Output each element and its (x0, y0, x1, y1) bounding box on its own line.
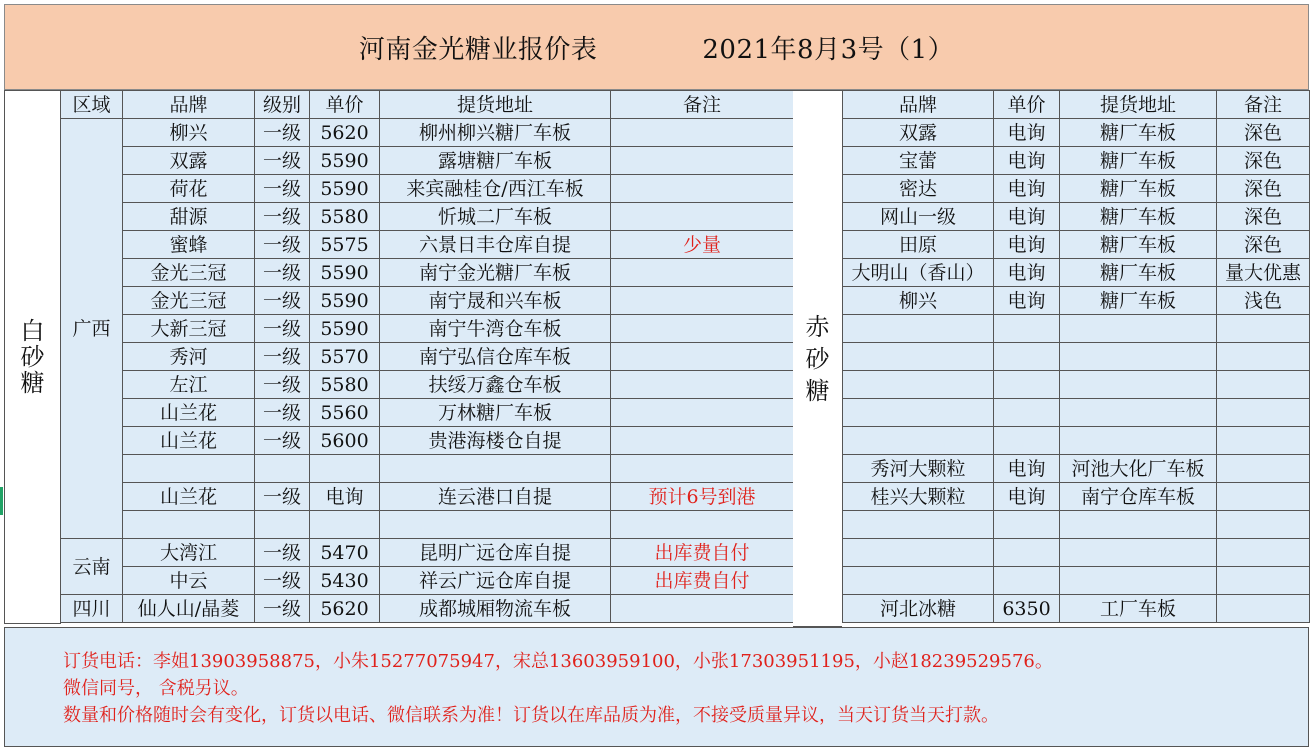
price-cell (994, 567, 1060, 595)
note-cell (611, 343, 794, 371)
brand-cell: 河北冰糖 (843, 595, 994, 623)
header-grade: 级别 (255, 91, 310, 119)
sheet-title-bar (4, 4, 1309, 90)
white-sugar-row (5, 259, 794, 287)
brand-cell: 大湾江 (123, 539, 255, 567)
white-sugar-filler-row (5, 623, 794, 624)
grade-cell: 一级 (255, 287, 310, 315)
address-cell: 连云港口自提 (380, 483, 611, 511)
white-sugar-row (5, 203, 794, 231)
red-sugar-row (843, 147, 1310, 175)
address-cell: 祥云广远仓库自提 (380, 567, 611, 595)
price-cell (310, 455, 380, 483)
note-cell: 深色 (1217, 175, 1310, 203)
white-sugar-category-char: 白 (20, 316, 45, 345)
address-cell: 忻城二厂车板 (380, 203, 611, 231)
price-cell: 5430 (310, 567, 380, 595)
header-price: 单价 (994, 91, 1060, 119)
white-sugar-row (5, 231, 794, 259)
white-sugar-row (5, 511, 794, 539)
address-cell (380, 455, 611, 483)
address-cell: 工厂车板 (1060, 595, 1217, 623)
note-cell (611, 371, 794, 399)
price-cell (994, 399, 1060, 427)
white-sugar-category-char: 砂 (20, 342, 45, 371)
red-sugar-row (843, 567, 1310, 595)
note-cell (1217, 511, 1310, 539)
note-cell (611, 259, 794, 287)
brand-cell: 双露 (123, 147, 255, 175)
white-sugar-row (5, 539, 794, 567)
note-cell (1217, 399, 1310, 427)
red-sugar-row (843, 595, 1310, 623)
brand-cell (843, 371, 994, 399)
address-cell (1060, 371, 1217, 399)
address-cell: 南宁仓库车板 (1060, 483, 1217, 511)
price-cell: 5575 (310, 231, 380, 259)
address-cell: 河池大化厂车板 (1060, 455, 1217, 483)
address-cell: 来宾融桂仓/西江车板 (380, 175, 611, 203)
red-sugar-row (843, 511, 1310, 539)
note-cell (1217, 455, 1310, 483)
price-cell (994, 371, 1060, 399)
grade-cell: 一级 (255, 427, 310, 455)
address-cell (1060, 315, 1217, 343)
brand-cell (843, 567, 994, 595)
note-cell: 深色 (1217, 231, 1310, 259)
price-cell: 电询 (994, 259, 1060, 287)
note-cell (611, 455, 794, 483)
address-cell: 昆明广远仓库自提 (380, 539, 611, 567)
note-cell (1217, 539, 1310, 567)
price-cell: 5590 (310, 287, 380, 315)
price-cell: 5470 (310, 539, 380, 567)
grade-cell: 一级 (255, 539, 310, 567)
price-cell: 5590 (310, 147, 380, 175)
header-note: 备注 (1217, 91, 1310, 119)
red-sugar-category-char: 砂 (805, 344, 830, 373)
price-cell: 电询 (994, 203, 1060, 231)
brand-cell: 柳兴 (123, 119, 255, 147)
note-cell (1217, 371, 1310, 399)
address-cell: 糖厂车板 (1060, 119, 1217, 147)
price-cell: 5580 (310, 371, 380, 399)
address-cell (1060, 567, 1217, 595)
address-cell (1060, 399, 1217, 427)
header-brand: 品牌 (843, 91, 994, 119)
brand-cell: 秀河 (123, 343, 255, 371)
price-cell: 5580 (310, 203, 380, 231)
brand-cell: 秀河大颗粒 (843, 455, 994, 483)
red-sugar-row (843, 231, 1310, 259)
address-cell: 糖厂车板 (1060, 287, 1217, 315)
note-cell: 少量 (611, 231, 794, 259)
sheet-date: 2021年8月3号（1） (702, 34, 955, 65)
grade-cell: 一级 (255, 595, 310, 623)
address-cell: 南宁晟和兴车板 (380, 287, 611, 315)
grade-cell: 一级 (255, 175, 310, 203)
address-cell (380, 511, 611, 539)
white-sugar-row (5, 175, 794, 203)
note-cell: 出库费自付 (611, 567, 794, 595)
note-cell (611, 595, 794, 623)
header-address: 提货地址 (1060, 91, 1217, 119)
empty-cell (380, 623, 611, 624)
brand-cell: 蜜蜂 (123, 231, 255, 259)
price-cell (994, 343, 1060, 371)
price-cell: 5560 (310, 399, 380, 427)
note-cell (1217, 595, 1310, 623)
red-sugar-row (843, 539, 1310, 567)
price-cell: 电询 (994, 175, 1060, 203)
price-cell: 电询 (994, 287, 1060, 315)
brand-cell: 中云 (123, 567, 255, 595)
price-cell: 电询 (994, 119, 1060, 147)
price-cell (310, 511, 380, 539)
brand-cell: 大明山（香山） (843, 259, 994, 287)
grade-cell (255, 511, 310, 539)
white-sugar-row (5, 427, 794, 455)
address-cell: 成都城厢物流车板 (380, 595, 611, 623)
red-sugar-row (843, 343, 1310, 371)
address-cell: 南宁牛湾仓车板 (380, 315, 611, 343)
red-sugar-category-char: 赤 (805, 312, 830, 341)
red-sugar-row (843, 427, 1310, 455)
red-sugar-row (843, 399, 1310, 427)
brand-cell (843, 511, 994, 539)
grade-cell: 一级 (255, 399, 310, 427)
grade-cell: 一级 (255, 203, 310, 231)
brand-cell: 荷花 (123, 175, 255, 203)
price-cell (994, 539, 1060, 567)
grade-cell: 一级 (255, 483, 310, 511)
brand-cell: 山兰花 (123, 399, 255, 427)
address-cell: 糖厂车板 (1060, 175, 1217, 203)
grade-cell: 一级 (255, 371, 310, 399)
red-sugar-category-cell (793, 90, 842, 627)
address-cell (1060, 343, 1217, 371)
empty-cell (61, 623, 123, 624)
header-brand: 品牌 (123, 91, 255, 119)
white-sugar-row (5, 147, 794, 175)
white-sugar-row (5, 315, 794, 343)
white-sugar-header-row (5, 91, 794, 119)
address-cell: 六景日丰仓库自提 (380, 231, 611, 259)
note-cell (1217, 315, 1310, 343)
brand-cell: 金光三冠 (123, 259, 255, 287)
white-sugar-row (5, 455, 794, 483)
note-cell (611, 203, 794, 231)
grade-cell: 一级 (255, 567, 310, 595)
price-cell: 5600 (310, 427, 380, 455)
brand-cell (843, 343, 994, 371)
brand-cell: 密达 (843, 175, 994, 203)
white-sugar-row (5, 343, 794, 371)
white-sugar-table (4, 90, 794, 624)
note-cell (611, 147, 794, 175)
price-cell: 6350 (994, 595, 1060, 623)
brand-cell: 网山一级 (843, 203, 994, 231)
note-cell (611, 315, 794, 343)
price-cell: 5590 (310, 315, 380, 343)
brand-cell: 仙人山/晶菱 (123, 595, 255, 623)
brand-cell: 柳兴 (843, 287, 994, 315)
white-sugar-category-char: 糖 (20, 368, 45, 397)
region-yunnan: 云南 (61, 539, 123, 595)
red-sugar-header-row (843, 91, 1310, 119)
brand-cell (123, 455, 255, 483)
brand-cell: 山兰花 (123, 427, 255, 455)
region-guangxi: 广西 (61, 119, 123, 539)
white-sugar-row (5, 119, 794, 147)
price-cell (994, 427, 1060, 455)
note-cell: 浅色 (1217, 287, 1310, 315)
white-sugar-row (5, 567, 794, 595)
header-region: 区域 (61, 91, 123, 119)
grade-cell (255, 455, 310, 483)
empty-cell (123, 623, 255, 624)
note-cell: 预计6号到港 (611, 483, 794, 511)
white-sugar-row (5, 399, 794, 427)
brand-cell: 田原 (843, 231, 994, 259)
price-cell: 电询 (994, 231, 1060, 259)
brand-cell: 山兰花 (123, 483, 255, 511)
header-address: 提货地址 (380, 91, 611, 119)
price-cell (994, 315, 1060, 343)
address-cell: 南宁金光糖厂车板 (380, 259, 611, 287)
note-cell (611, 287, 794, 315)
empty-cell (611, 623, 794, 624)
note-cell (1217, 567, 1310, 595)
brand-cell (843, 539, 994, 567)
grade-cell: 一级 (255, 259, 310, 287)
header-note: 备注 (611, 91, 794, 119)
disclaimer-note: 数量和价格随时会有变化，订货以电话、微信联系为准！订货以在库品质为准，不接受质量异议，当天订货当天打款。 (63, 705, 999, 726)
grade-cell: 一级 (255, 315, 310, 343)
address-cell: 糖厂车板 (1060, 147, 1217, 175)
region-sichuan: 四川 (61, 595, 123, 623)
note-cell: 出库费自付 (611, 539, 794, 567)
address-cell (1060, 427, 1217, 455)
address-cell: 露塘糖厂车板 (380, 147, 611, 175)
brand-cell (123, 511, 255, 539)
red-sugar-row (843, 483, 1310, 511)
note-cell: 深色 (1217, 147, 1310, 175)
brand-cell: 宝蕾 (843, 147, 994, 175)
empty-cell (255, 623, 310, 624)
red-sugar-row (843, 259, 1310, 287)
white-sugar-row (5, 483, 794, 511)
price-cell: 5590 (310, 175, 380, 203)
brand-cell: 金光三冠 (123, 287, 255, 315)
red-sugar-row (843, 287, 1310, 315)
note-cell (611, 427, 794, 455)
row-selection-marker (0, 487, 3, 515)
brand-cell: 左江 (123, 371, 255, 399)
brand-cell (843, 315, 994, 343)
grade-cell: 一级 (255, 147, 310, 175)
brand-cell: 甜源 (123, 203, 255, 231)
brand-cell: 大新三冠 (123, 315, 255, 343)
white-sugar-row (5, 287, 794, 315)
address-cell: 万林糖厂车板 (380, 399, 611, 427)
header-price: 单价 (310, 91, 380, 119)
order-notes (4, 627, 1309, 747)
red-sugar-row (843, 203, 1310, 231)
price-cell: 电询 (310, 483, 380, 511)
white-sugar-category-cell (5, 91, 61, 624)
grade-cell: 一级 (255, 119, 310, 147)
note-cell (611, 399, 794, 427)
white-sugar-row (5, 595, 794, 623)
address-cell: 贵港海楼仓自提 (380, 427, 611, 455)
brand-cell (843, 427, 994, 455)
grade-cell: 一级 (255, 343, 310, 371)
red-sugar-row (843, 455, 1310, 483)
note-cell: 深色 (1217, 119, 1310, 147)
note-cell (1217, 427, 1310, 455)
address-cell: 扶绥万鑫仓车板 (380, 371, 611, 399)
note-cell (611, 175, 794, 203)
address-cell (1060, 539, 1217, 567)
price-cell: 电询 (994, 455, 1060, 483)
note-cell: 量大优惠 (1217, 259, 1310, 287)
note-cell (1217, 343, 1310, 371)
red-sugar-category-char: 糖 (805, 376, 830, 405)
red-sugar-row (843, 175, 1310, 203)
address-cell: 糖厂车板 (1060, 203, 1217, 231)
address-cell (1060, 511, 1217, 539)
empty-cell (310, 623, 380, 624)
price-cell: 电询 (994, 483, 1060, 511)
brand-cell (843, 399, 994, 427)
address-cell: 柳州柳兴糖厂车板 (380, 119, 611, 147)
price-cell: 5620 (310, 595, 380, 623)
brand-cell: 桂兴大颗粒 (843, 483, 994, 511)
price-cell (994, 511, 1060, 539)
wechat-note: 微信同号， 含税另议。 (63, 678, 249, 699)
price-cell: 5620 (310, 119, 380, 147)
red-sugar-row (843, 119, 1310, 147)
grade-cell: 一级 (255, 231, 310, 259)
red-sugar-table (842, 90, 1310, 623)
address-cell: 南宁弘信仓库车板 (380, 343, 611, 371)
address-cell: 糖厂车板 (1060, 231, 1217, 259)
note-cell (611, 119, 794, 147)
red-sugar-row (843, 371, 1310, 399)
red-sugar-row (843, 315, 1310, 343)
sheet-title: 河南金光糖业报价表 (358, 34, 598, 65)
address-cell: 糖厂车板 (1060, 259, 1217, 287)
price-cell: 电询 (994, 147, 1060, 175)
note-cell (611, 511, 794, 539)
note-cell: 深色 (1217, 203, 1310, 231)
white-sugar-row (5, 371, 794, 399)
brand-cell: 双露 (843, 119, 994, 147)
price-cell: 5590 (310, 259, 380, 287)
order-phones: 订货电话：李姐13903958875，小朱15277075947，宋总13603959100，小张17303951195，小赵18239529576。 (63, 651, 1053, 672)
note-cell (1217, 483, 1310, 511)
price-cell: 5570 (310, 343, 380, 371)
